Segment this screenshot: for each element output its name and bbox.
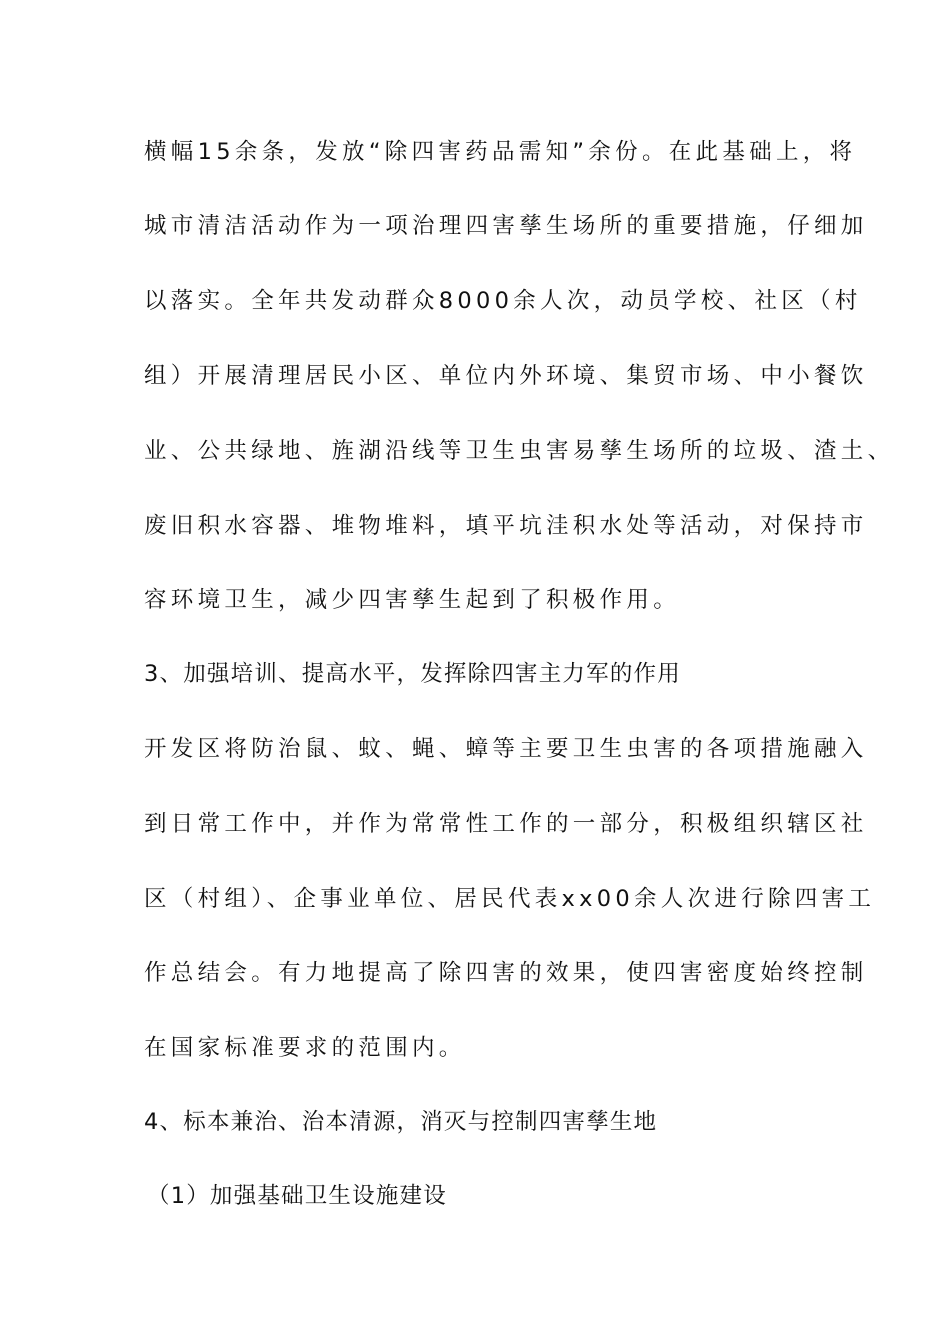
paragraph-line: 组）开展清理居民小区、单位内外环境、集贸市场、中小餐饮 bbox=[144, 363, 868, 389]
paragraph-line: 作总结会。有力地提高了除四害的效果，使四害密度始终控制 bbox=[144, 960, 868, 986]
paragraph-line: 区（村组）、企事业单位、居民代表xx00余人次进行除四害工 bbox=[144, 886, 876, 912]
section-heading: 4、标本兼治、治本清源，消灭与控制四害孳生地 bbox=[144, 1109, 658, 1135]
paragraph-line: 以落实。全年共发动群众8000余人次，动员学校、社区（村 bbox=[144, 288, 862, 314]
paragraph-line: 废旧积水容器、堆物堆料，填平坑洼积水处等活动，对保持市 bbox=[144, 513, 868, 539]
subsection-heading: （1）加强基础卫生设施建设 bbox=[147, 1183, 447, 1209]
paragraph-line: 在国家标准要求的范围内。 bbox=[144, 1035, 466, 1061]
paragraph-line: 城市清洁活动作为一项治理四害孳生场所的重要措施，仔细加 bbox=[144, 213, 868, 239]
section-heading: 3、加强培训、提高水平，发挥除四害主力军的作用 bbox=[144, 661, 681, 687]
paragraph-line: 业、公共绿地、旌湖沿线等卫生虫害易孳生场所的垃圾、渣土、 bbox=[144, 438, 895, 464]
paragraph-line: 开发区将防治鼠、蚊、蝇、蟑等主要卫生虫害的各项措施融入 bbox=[144, 736, 868, 762]
paragraph-line: 横幅15余条，发放“除四害药品需知”余份。在此基础上，将 bbox=[144, 139, 857, 165]
paragraph-line: 容环境卫生，减少四害孳生起到了积极作用。 bbox=[144, 587, 681, 613]
paragraph-line: 到日常工作中，并作为常常性工作的一部分，积极组织辖区社 bbox=[144, 811, 868, 837]
